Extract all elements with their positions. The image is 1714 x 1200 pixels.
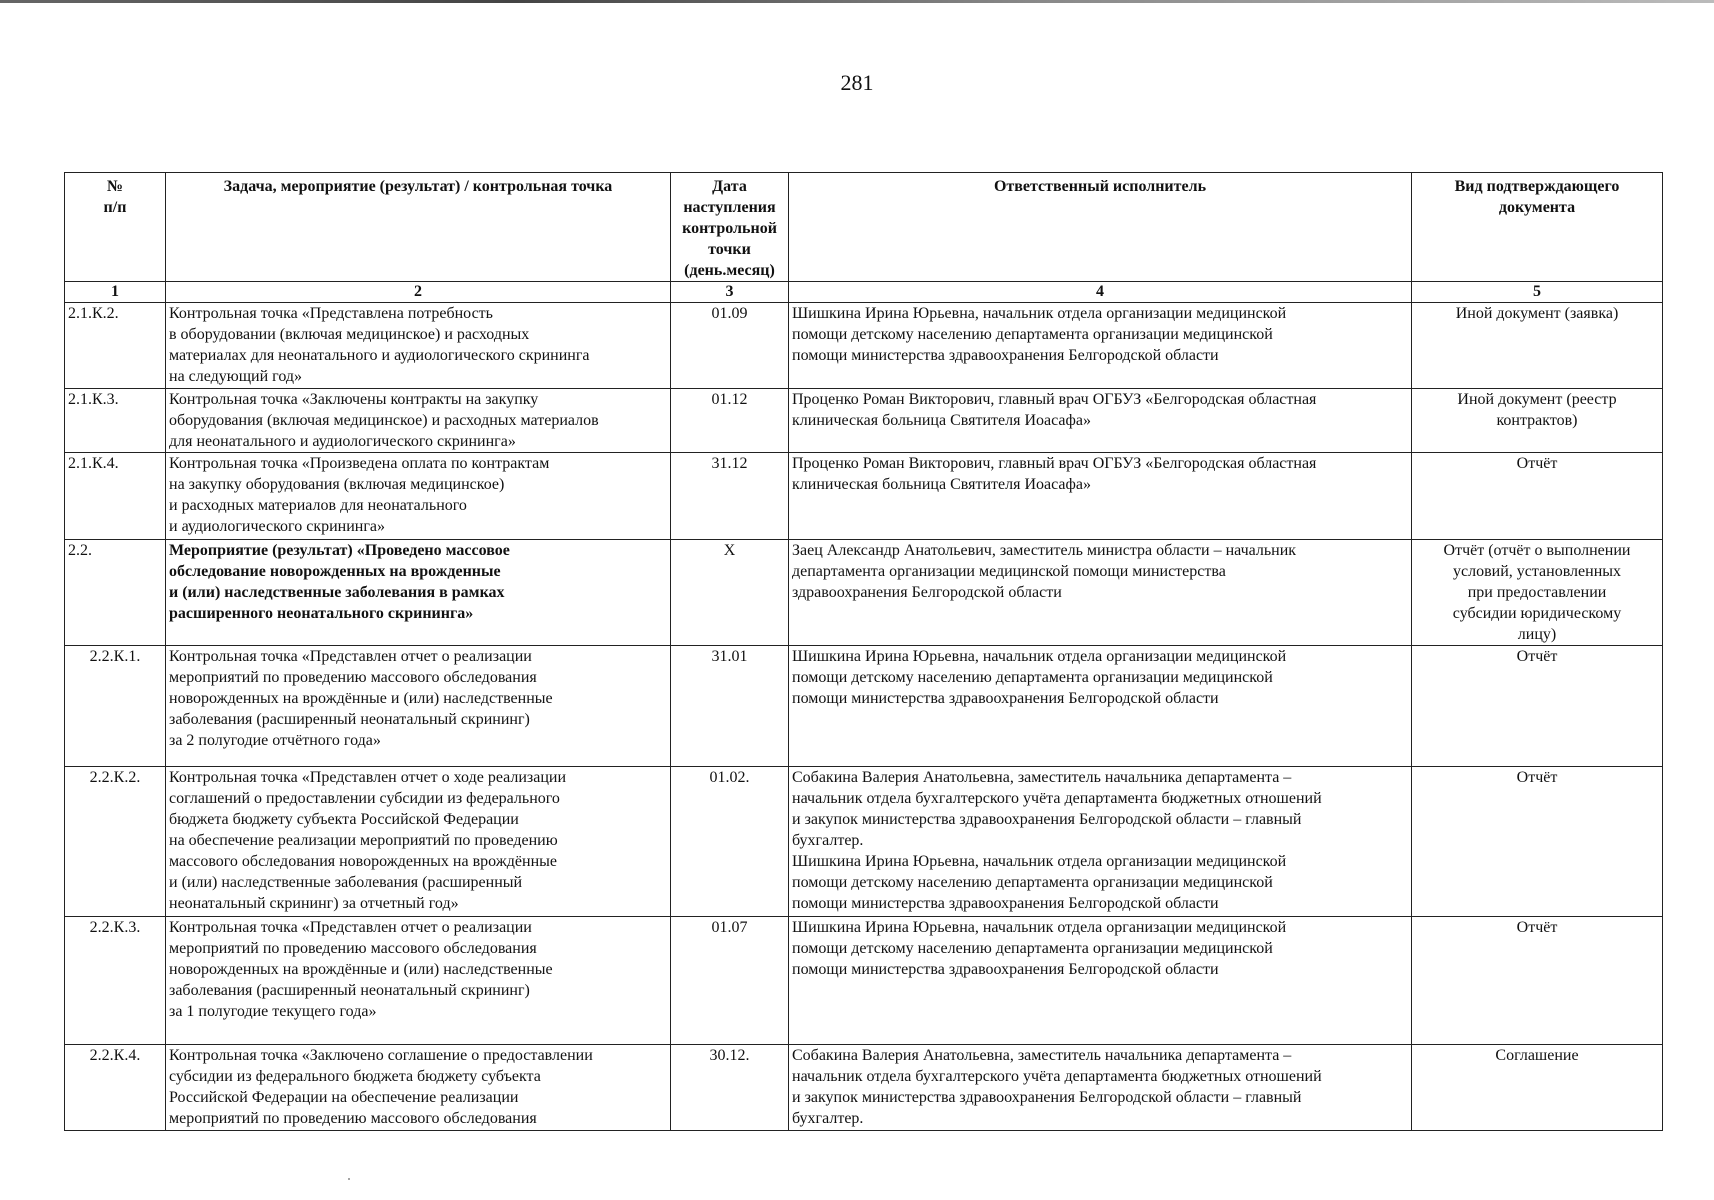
table-row — [65, 453, 1663, 540]
row-date: Х — [671, 540, 789, 646]
header-executor: Ответственный исполнитель — [789, 173, 1412, 282]
row-doc-type: Отчёт — [1412, 767, 1663, 917]
table-row — [65, 1045, 1663, 1131]
row-id: 2.2. — [65, 540, 166, 646]
row-doc-type: Отчёт (отчёт о выполнении условий, установленных при предоставлении субсидии юридическому лицу) — [1412, 540, 1663, 646]
row-executor: Шишкина Ирина Юрьевна, начальник отдела организации медицинской помощи детскому населению департамента организации медицинской помощи министерства здравоохранения Белгородской области — [789, 646, 1412, 767]
table-row — [65, 303, 1663, 389]
row-date: 01.12 — [671, 389, 789, 453]
row-id: 2.2.К.2. — [65, 767, 166, 917]
row-doc-type: Иной документ (заявка) — [1412, 303, 1663, 389]
row-id: 2.1.К.4. — [65, 453, 166, 540]
row-executor: Проценко Роман Викторович, главный врач ОГБУЗ «Белгородская областная клиническая больница Святителя Иоасафа» — [789, 453, 1412, 540]
row-date: 31.12 — [671, 453, 789, 540]
header-num: № п/п — [65, 173, 166, 282]
row-date: 01.02. — [671, 767, 789, 917]
scan-speck — [348, 1178, 350, 1180]
row-task: Контрольная точка «Представлена потребность в оборудовании (включая медицинское) и расходных материалах для неонатального и аудиологического скрининга на следующий год» — [166, 303, 671, 389]
row-date: 01.07 — [671, 917, 789, 1045]
table-row — [65, 917, 1663, 1045]
row-id: 2.1.К.3. — [65, 389, 166, 453]
row-doc-type: Отчёт — [1412, 453, 1663, 540]
row-task: Контрольная точка «Произведена оплата по контрактам на закупку оборудования (включая медицинское) и расходных материалов для неонатального и аудиологического скрининга» — [166, 453, 671, 540]
row-date: 01.09 — [671, 303, 789, 389]
row-executor: Проценко Роман Викторович, главный врач ОГБУЗ «Белгородская областная клиническая больница Святителя Иоасафа» — [789, 389, 1412, 453]
row-id: 2.2.К.3. — [65, 917, 166, 1045]
top-scan-rule — [0, 0, 1714, 3]
row-task: Контрольная точка «Заключены контракты на закупку оборудования (включая медицинское) и расходных материалов для неонатального и аудиологического скрининга» — [166, 389, 671, 453]
column-number: 1 — [65, 282, 166, 303]
page-number: 281 — [840, 70, 874, 95]
table-row — [65, 389, 1663, 453]
row-id: 2.1.К.2. — [65, 303, 166, 389]
row-task: Контрольная точка «Представлен отчет о реализации мероприятий по проведению массового обследования новорожденных на врождённые и (или) наследственные заболевания (расширенный неонатальный скрининг) за 2 полугодие отчётного года» — [166, 646, 671, 767]
header-doc: Вид подтверждающего документа — [1412, 173, 1663, 282]
header-date: Дата наступления контрольной точки (день.месяц) — [671, 173, 789, 282]
row-executor: Шишкина Ирина Юрьевна, начальник отдела организации медицинской помощи детскому населению департамента организации медицинской помощи министерства здравоохранения Белгородской области — [789, 917, 1412, 1045]
table-row — [65, 646, 1663, 767]
column-number: 4 — [789, 282, 1412, 303]
row-task: Мероприятие (результат) «Проведено массовое обследование новорожденных на врожденные и (или) наследственные заболевания в рамках расширенного неонатального скрининга» — [166, 540, 671, 646]
row-doc-type: Иной документ (реестр контрактов) — [1412, 389, 1663, 453]
header-row — [65, 173, 1663, 282]
row-task: Контрольная точка «Представлен отчет о реализации мероприятий по проведению массового обследования новорожденных на врождённые и (или) наследственные заболевания (расширенный неонатальный скрининг) за 1 полугодие текущего года» — [166, 917, 671, 1045]
table-row — [65, 767, 1663, 917]
row-id: 2.2.К.4. — [65, 1045, 166, 1131]
row-executor: Заец Александр Анатольевич, заместитель министра области – начальник департамента организации медицинской помощи министерства здравоохранения Белгородской области — [789, 540, 1412, 646]
control-points-table — [64, 172, 1663, 1131]
row-executor: Собакина Валерия Анатольевна, заместитель начальника департамента – начальник отдела бухгалтерского учёта департамента бюджетных отношений и закупок министерства здравоохранения Белгородской области – главный бухгалтер. — [789, 1045, 1412, 1131]
header-task: Задача, мероприятие (результат) / контрольная точка — [166, 173, 671, 282]
row-doc-type: Отчёт — [1412, 917, 1663, 1045]
column-number: 2 — [166, 282, 671, 303]
row-date: 31.01 — [671, 646, 789, 767]
row-task: Контрольная точка «Заключено соглашение о предоставлении субсидии из федерального бюджета бюджету субъекта Российской Федерации на обеспечение реализации мероприятий по проведению массового обследования — [166, 1045, 671, 1131]
column-number-row — [65, 282, 1663, 303]
row-doc-type: Отчёт — [1412, 646, 1663, 767]
row-date: 30.12. — [671, 1045, 789, 1131]
column-number: 3 — [671, 282, 789, 303]
row-executor: Шишкина Ирина Юрьевна, начальник отдела организации медицинской помощи детскому населению департамента организации медицинской помощи министерства здравоохранения Белгородской области — [789, 303, 1412, 389]
table-row — [65, 540, 1663, 646]
row-id: 2.2.К.1. — [65, 646, 166, 767]
column-number: 5 — [1412, 282, 1663, 303]
row-doc-type: Соглашение — [1412, 1045, 1663, 1131]
row-task: Контрольная точка «Представлен отчет о ходе реализации соглашений о предоставлении субсидии из федерального бюджета бюджету субъекта Российской Федерации на обеспечение реализации мероприятий по проведению массового обследования новорожденных на врождённые и (или) наследственные заболевания (расширенный неонатальный скрининг) за отчетный год» — [166, 767, 671, 917]
row-executor: Собакина Валерия Анатольевна, заместитель начальника департамента – начальник отдела бухгалтерского учёта департамента бюджетных отношений и закупок министерства здравоохранения Белгородской области – главный бухгалтер. Шишкина Ирина Юрьевна, начальник отдела организации медицинской помощи детскому населению департамента организации медицинской помощи министерства здравоохранения Белгородской области — [789, 767, 1412, 917]
